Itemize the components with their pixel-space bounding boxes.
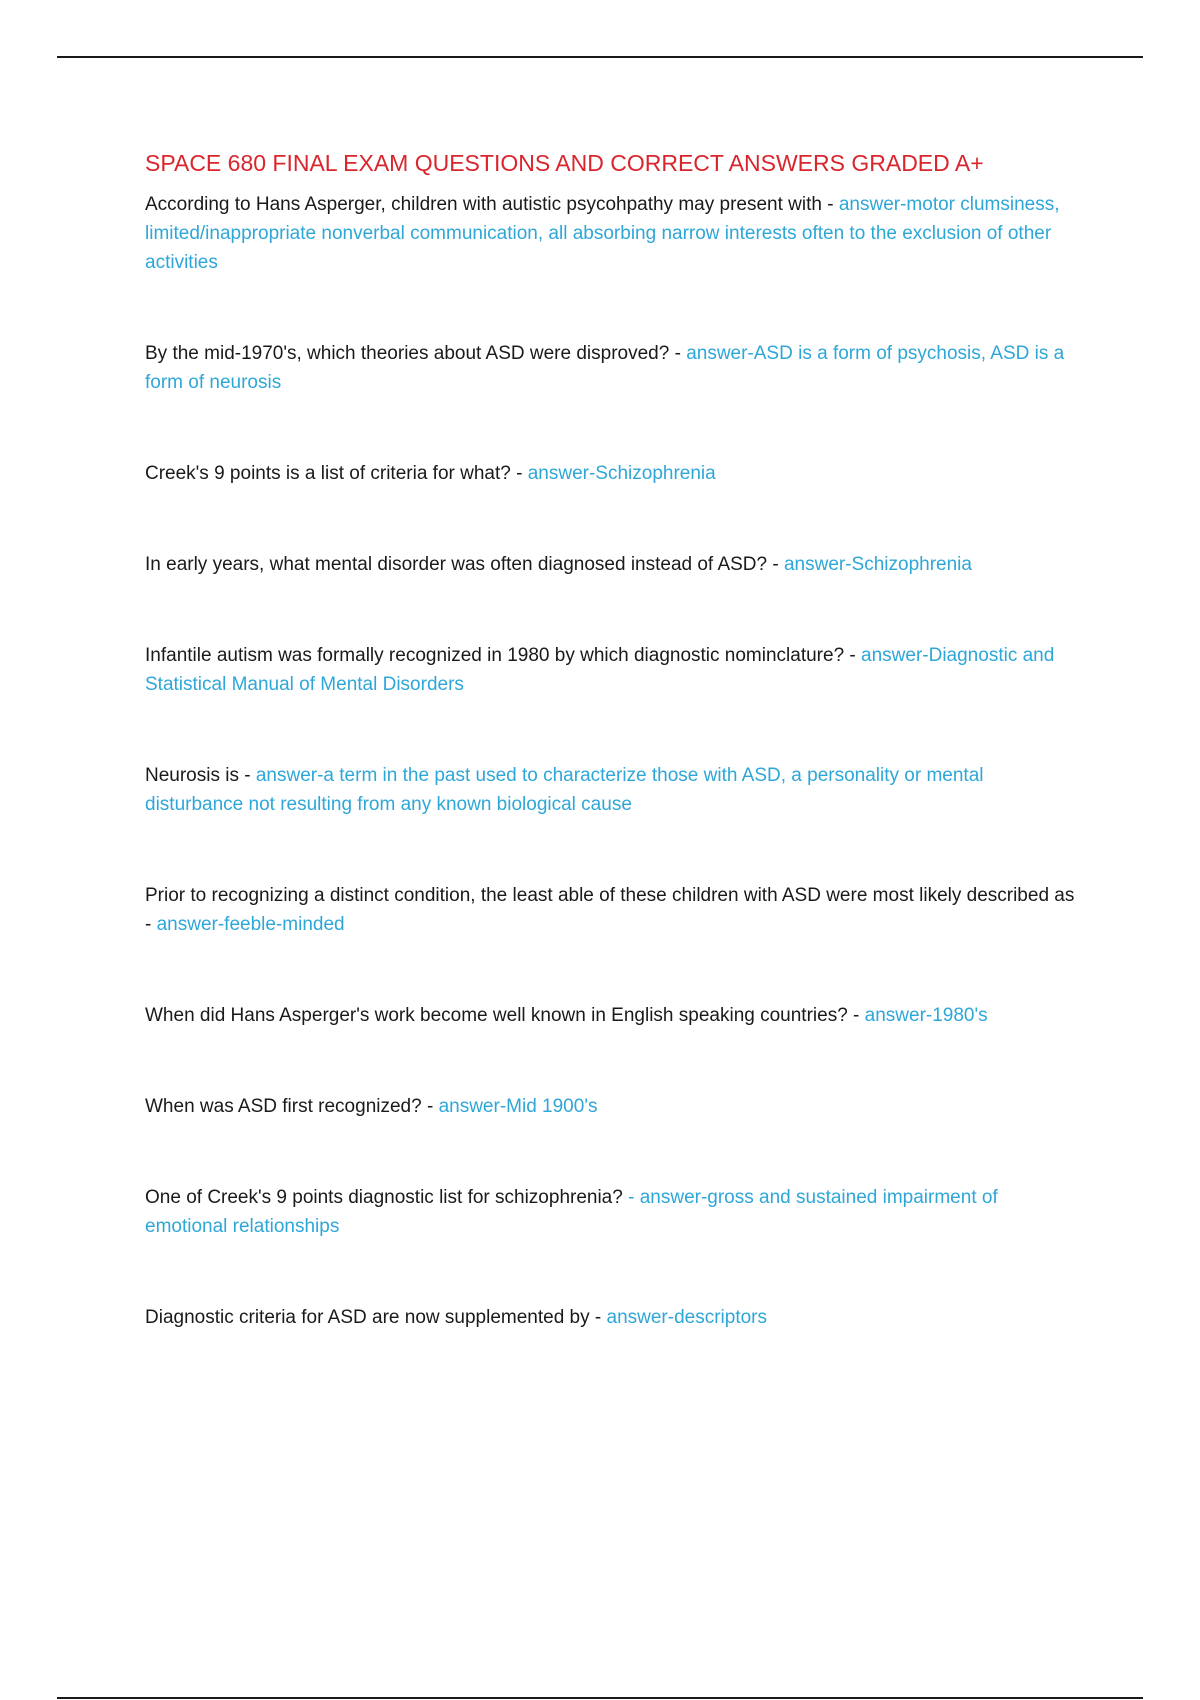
document-title: SPACE 680 FINAL EXAM QUESTIONS AND CORRECT ANSWERS GRADED A+ [145,150,984,176]
answer-text: answer-ASD is a form of psychosis, ASD is a form of neurosis [145,343,1065,393]
qa-item [145,881,1085,939]
answer-text: answer-feeble-minded [156,914,345,935]
top-rule [57,56,1143,58]
qa-item [145,761,1085,819]
qa-item [145,190,1085,277]
question-text: Diagnostic criteria for ASD are now supplemented by - [145,1307,607,1328]
question-text: Neurosis is - [145,765,256,786]
question-text: By the mid-1970's, which theories about ASD were disproved? - [145,343,687,364]
bottom-rule [57,1697,1143,1699]
qa-item [145,1001,1085,1030]
question-text: According to Hans Asperger, children with autistic psycohpathy may present with - [145,194,839,215]
answer-text: answer-1980's [864,1005,988,1026]
question-text: One of Creek's 9 points diagnostic list for schizophrenia? [145,1187,629,1208]
question-text: In early years, what mental disorder was often diagnosed instead of ASD? - [145,554,784,575]
qa-item [145,459,1085,488]
qa-item [145,641,1085,699]
qa-item [145,339,1085,397]
qa-item [145,550,1085,579]
document-body [145,146,1085,1394]
answer-text: answer-motor clumsiness, limited/inappropriate nonverbal communication, all absorbing narrow interests often to the exclusion of other activities [145,194,1060,273]
answer-text: answer-descriptors [606,1307,767,1328]
answer-text: answer-Diagnostic and Statistical Manual of Mental Disorders [145,645,1055,695]
answer-text: answer-Mid 1900's [438,1096,598,1117]
question-text: Creek's 9 points is a list of criteria for what? - [145,463,528,484]
answer-text: - answer-gross and sustained impairment of emotional relationships [145,1187,998,1237]
qa-item [145,1183,1085,1241]
answer-text: answer-Schizophrenia [527,463,716,484]
qa-item [145,1303,1085,1332]
question-text: Infantile autism was formally recognized in 1980 by which diagnostic nominclature? - [145,645,862,666]
question-text: Prior to recognizing a distinct condition, the least able of these children with ASD were most likely described as - [145,885,1075,935]
question-text: When did Hans Asperger's work become well known in English speaking countries? - [145,1005,865,1026]
answer-text: answer-Schizophrenia [783,554,972,575]
question-text: When was ASD first recognized? - [145,1096,439,1117]
qa-item [145,1092,1085,1121]
answer-text: answer-a term in the past used to characterize those with ASD, a personality or mental disturbance not resulting from any known biological cause [145,765,984,815]
